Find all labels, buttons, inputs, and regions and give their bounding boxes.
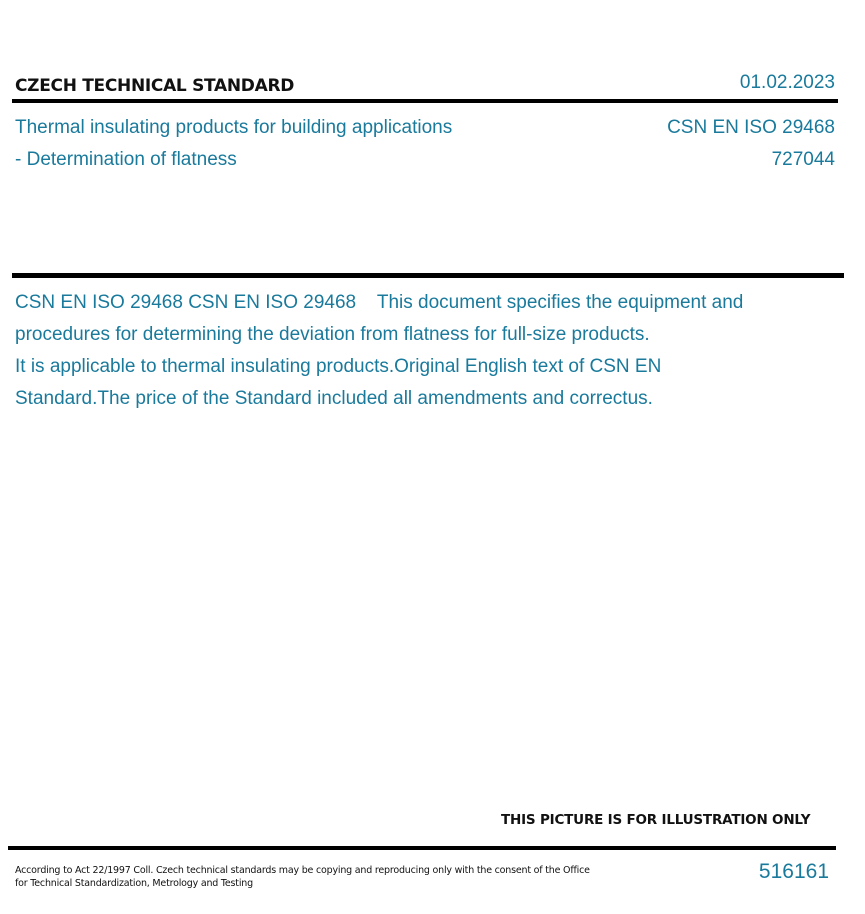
copyright-notice [15, 864, 615, 890]
description-line: CSN EN ISO 29468 CSN EN ISO 29468 This document specifies the equipment and [15, 292, 744, 313]
copyright-line-1: According to Act 22/1997 Coll. Czech technical standards may be copying and reproducing only with the consent of the Office [15, 865, 590, 876]
catalog-number: 727044 [771, 149, 835, 170]
bottom-divider [8, 846, 836, 850]
standard-code: CSN EN ISO 29468 [667, 117, 835, 138]
standard-title-line-2: - Determination of flatness [15, 149, 237, 170]
standard-title-line-1: Thermal insulating products for building applications [15, 117, 453, 138]
description-line: procedures for determining the deviation from flatness for full-size products. [15, 324, 650, 345]
standard-description [15, 287, 845, 415]
copyright-line-2: for Technical Standardization, Metrology and Testing [15, 878, 253, 889]
document-id: 516161 [758, 860, 829, 883]
middle-divider [12, 273, 844, 278]
top-divider [12, 99, 838, 103]
publication-date: 01.02.2023 [739, 72, 835, 93]
document-type-label: CZECH TECHNICAL STANDARD [15, 76, 295, 96]
description-line: It is applicable to thermal insulating products.Original English text of CSN EN [15, 356, 662, 377]
illustration-disclaimer: THIS PICTURE IS FOR ILLUSTRATION ONLY [501, 812, 811, 828]
description-line: Standard.The price of the Standard included all amendments and correctus. [15, 388, 653, 409]
